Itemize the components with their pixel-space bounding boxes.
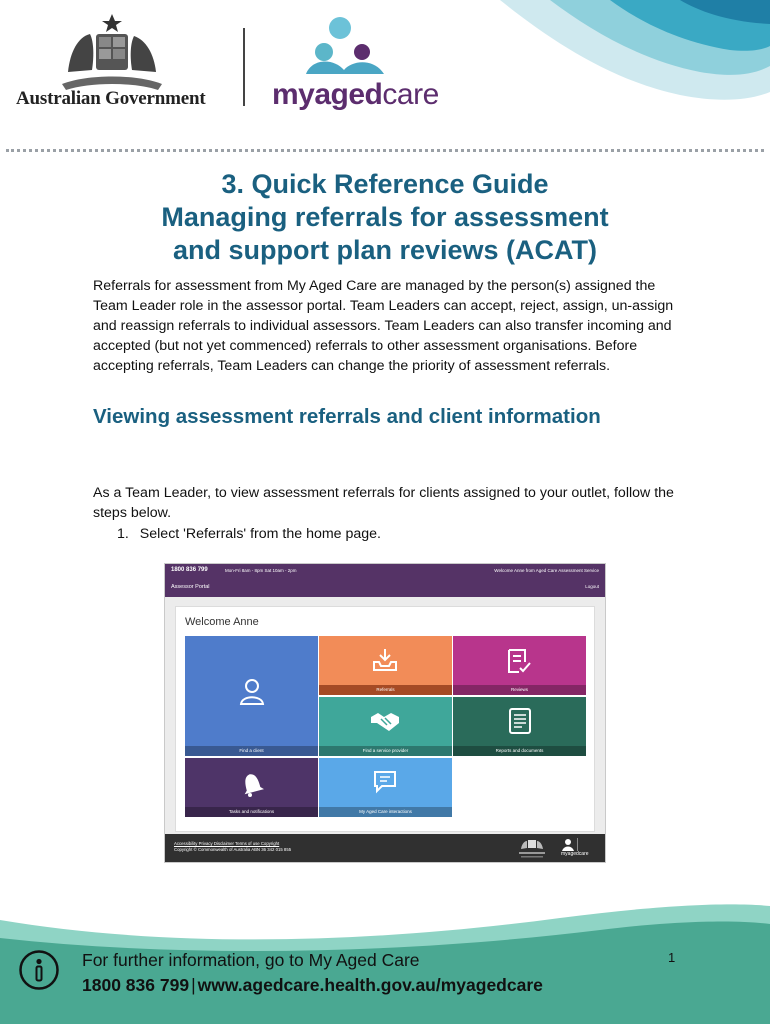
portal-welcome-heading: Welcome Anne [185, 616, 259, 628]
step-number: 1. [117, 526, 129, 542]
title-line-2: Managing referrals for assessment [161, 202, 609, 232]
footer-info-text: For further information, go to My Aged Care [82, 950, 420, 970]
my-aged-care-wordmark: myagedcare [272, 78, 439, 111]
inbox-download-icon [372, 648, 398, 672]
bell-icon [239, 769, 265, 797]
portal-footer [165, 834, 605, 862]
portal-top-bar [165, 564, 605, 597]
tile-label: My Aged Care interactions [319, 807, 452, 817]
footer-url-link[interactable]: www.agedcare.health.gov.au/myagedcare [197, 975, 543, 995]
assessor-portal-screenshot [164, 563, 606, 863]
tile-label: Find a client [185, 746, 318, 756]
section-heading: Viewing assessment referrals and client information [93, 405, 601, 428]
checklist-icon [507, 648, 531, 674]
portal-logout-link[interactable]: Logout [585, 584, 599, 589]
chat-bubble-icon [372, 770, 398, 794]
step-text: Select 'Referrals' from the home page. [139, 526, 381, 542]
portal-copyright: Copyright © Commonwealth of Australia ABN 36 342 015 855 [174, 847, 292, 852]
handshake-icon [369, 709, 401, 733]
tile-tasks-notifications[interactable] [185, 758, 318, 817]
page-header [0, 0, 770, 150]
tile-label: Reports and documents [453, 746, 586, 756]
instructions-paragraph: As a Team Leader, to view assessment referrals for clients assigned to your outlet, follow the steps below. [93, 485, 674, 521]
tile-label: Referrals [319, 685, 452, 695]
tile-find-client[interactable] [185, 636, 318, 756]
tile-label: Reviews [453, 685, 586, 695]
title-line-1: 3. Quick Reference Guide [221, 169, 549, 199]
tile-label: Tasks and notifications [185, 807, 318, 817]
tile-reports-documents[interactable] [453, 697, 586, 756]
portal-hours: Mon-Fri 8am - 8pm Sat 10am - 2pm [225, 568, 297, 573]
tile-referrals[interactable] [319, 636, 452, 695]
portal-welcome-user: Welcome Anne from Aged Care Assessment Service [494, 568, 599, 573]
step-1 [117, 526, 381, 542]
coat-of-arms-logo [58, 12, 166, 92]
portal-footer-links[interactable]: Accessibility Privacy Disclaimer Terms of use Copyright [174, 841, 280, 846]
tile-find-service-provider[interactable] [319, 697, 452, 756]
intro-paragraph: Referrals for assessment from My Aged Care are managed by the person(s) assigned the Team Leader role in the assessor portal. Team Leaders can accept, reject, assign, un-assign and reassign referrals to individual assessors. Team Leaders can also transfer incoming and accepted (but not yet commenced) referrals to other assessment organisations. Before accepting referrals, Team Leaders can change the priority of assessment referrals. [93, 278, 674, 374]
header-divider [243, 28, 245, 106]
title-line-3: and support plan reviews (ACAT) [172, 235, 598, 265]
footer-separator: | [191, 975, 196, 995]
header-dotted-rule [6, 149, 764, 152]
person-icon [239, 678, 265, 706]
tile-mac-interactions[interactable] [319, 758, 452, 817]
my-aged-care-logo-mark [300, 14, 390, 80]
government-name: Australian Government [16, 88, 206, 109]
portal-footer-logo-text: myagedcare [561, 851, 589, 857]
tile-label: Find a service provider [319, 746, 452, 756]
tile-reviews[interactable] [453, 636, 586, 695]
page-number: 1 [668, 950, 676, 965]
government-crest-mini-logo [517, 837, 547, 859]
document-icon [509, 708, 531, 734]
footer-phone: 1800 836 799 [82, 975, 190, 995]
footer-contact [82, 975, 543, 996]
header-wave-graphic [440, 0, 770, 150]
portal-home-card [175, 606, 595, 832]
info-icon [18, 949, 60, 991]
portal-phone: 1800 836 799 [171, 567, 208, 573]
portal-name: Assessor Portal [171, 584, 210, 590]
page-title [0, 168, 770, 267]
